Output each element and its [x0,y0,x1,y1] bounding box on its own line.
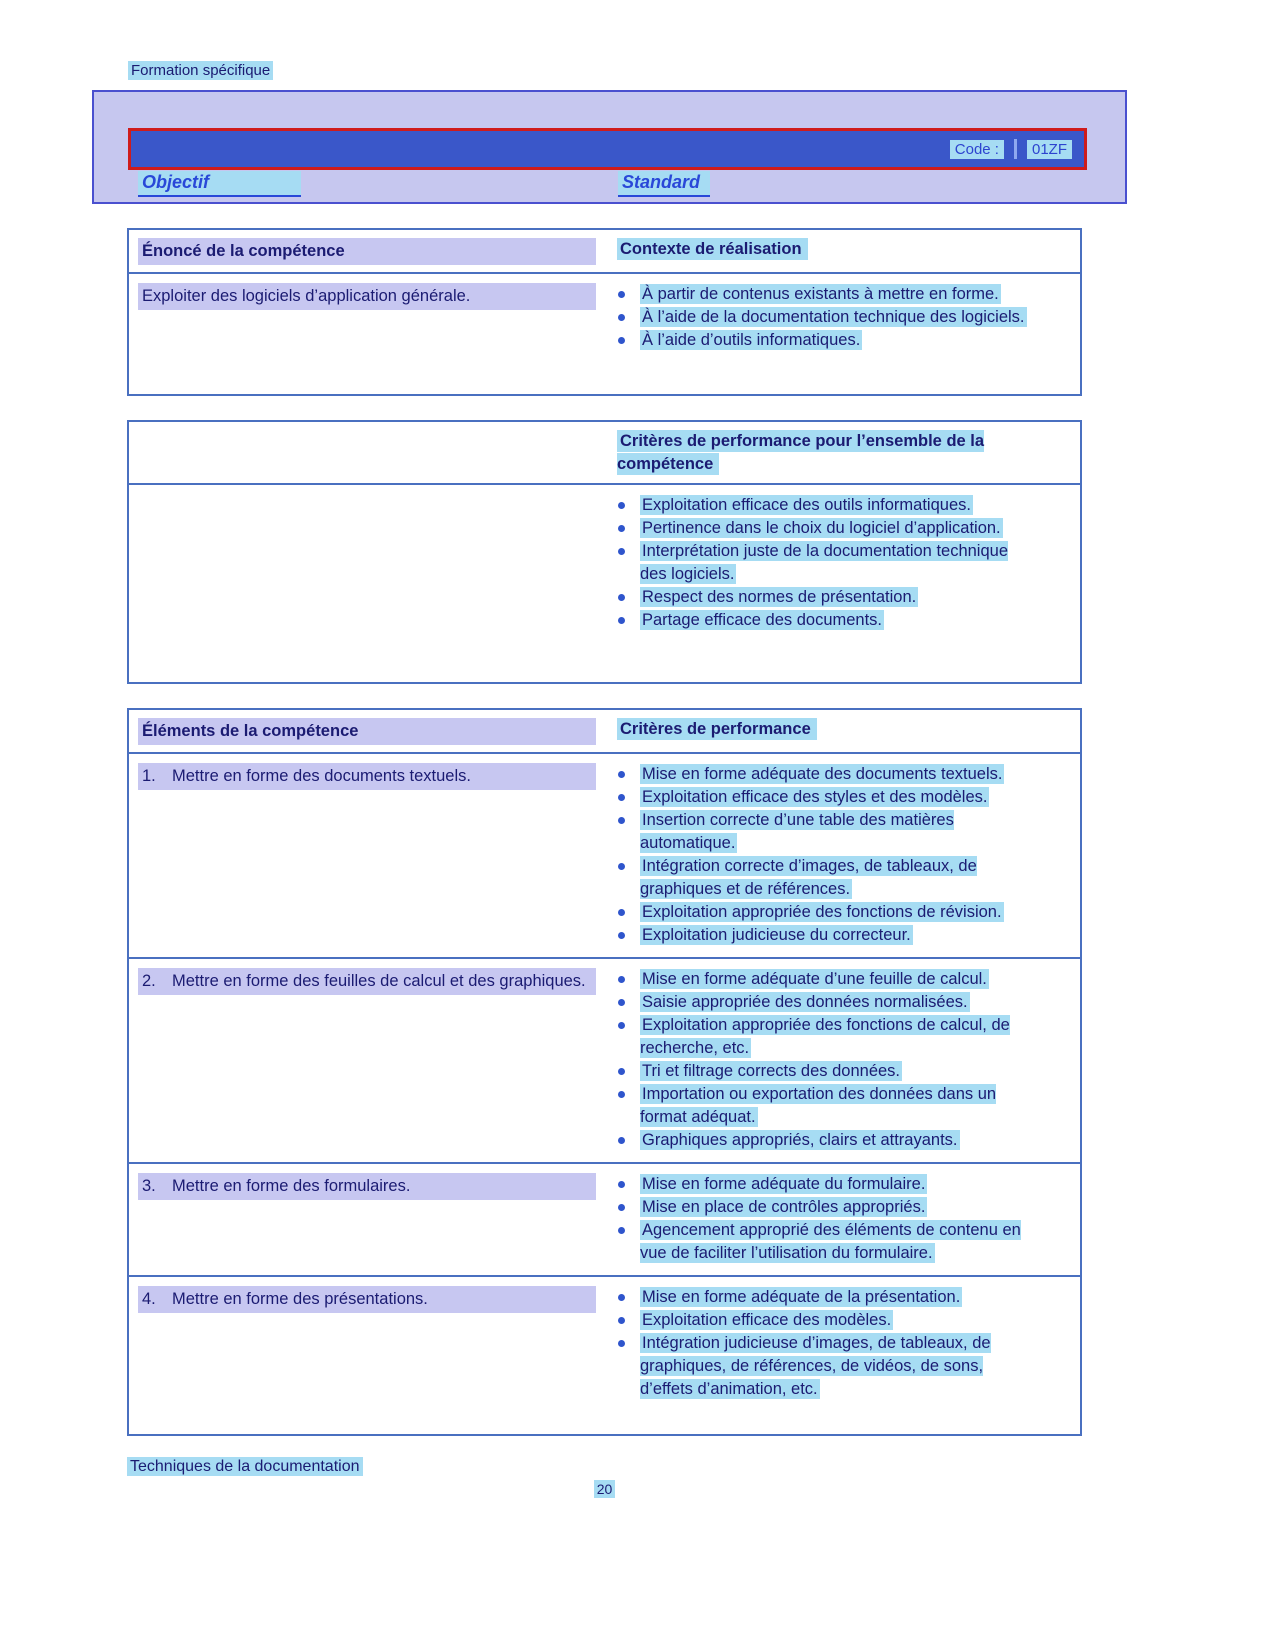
divider [1014,139,1017,159]
bullet-item [617,1014,1060,1060]
bullet-item [617,540,1060,586]
bullet-item [617,1173,1060,1196]
bullet-text: Mise en forme adéquate de la présentation. [642,1288,961,1306]
row-cell-left [129,283,600,352]
col-header-contexte: Contexte de réalisation [617,238,808,260]
criteria-table-header [129,422,1080,485]
bullet-item [617,1083,1060,1129]
bullet-icon [618,817,625,824]
context-list [617,283,1060,352]
header-cell-right [600,430,1080,476]
section-label-text: Formation spécifique [128,61,273,80]
row-cell-right [600,283,1080,352]
elements-table-header [129,710,1080,754]
bullet-icon [618,1340,625,1347]
row-number: 2. [142,972,156,990]
bullet-icon [618,1294,625,1301]
bullet-text: Exploitation efficace des outils informatiques. [642,496,971,514]
row-number: 4. [142,1290,156,1308]
bullet-icon [618,617,625,624]
bullet-item [617,809,1060,855]
table-row [129,957,1080,1162]
header-cell-right [600,238,1080,265]
bullet-item [617,991,1060,1014]
bullet-icon [618,337,625,344]
bullet-text: Tri et filtrage corrects des données. [642,1062,901,1080]
bullet-item [617,901,1060,924]
row-cell-right [600,494,1080,632]
bullet-text: Partage efficace des documents. [642,611,883,629]
bullet-item [617,1060,1060,1083]
bullet-text: Mise en forme adéquate d’une feuille de calcul. [642,970,987,988]
criteria-list [617,968,1060,1152]
bullet-icon [618,314,625,321]
bullet-text: Interprétation juste de la documentation technique des logiciels. [640,542,1008,583]
bullet-text: Mise en forme adéquate des documents textuels. [642,765,1003,783]
bullet-item [617,763,1060,786]
elements-table [127,708,1082,1436]
bullet-text: Importation ou exportation des données dans un format adéquat. [640,1085,997,1126]
row-title [138,283,596,310]
bullet-item [617,1219,1060,1265]
bullet-item [617,968,1060,991]
bullet-item [617,1129,1060,1152]
bullet-icon [618,1204,625,1211]
col-header-elements: Éléments de la compétence [138,718,596,745]
page-number-text: 20 [594,1480,616,1498]
standard-heading: Standard [618,171,710,197]
row-cell-right [600,1286,1080,1401]
objectif-heading: Objectif [138,171,301,197]
table-row [129,274,1080,362]
bullet-item [617,1309,1060,1332]
criteria-table [127,420,1082,684]
bullet-text: Exploitation efficace des styles et des modèles. [642,788,988,806]
header-cell-left [129,718,600,745]
bullet-icon [618,525,625,532]
bullet-icon [618,1181,625,1188]
bullet-icon [618,548,625,555]
bullet-text: Agencement approprié des éléments de contenu en vue de faciliter l’utilisation du formulaire. [640,1221,1021,1262]
bullet-item [617,586,1060,609]
bullet-text: Exploitation judicieuse du correcteur. [642,926,911,944]
bullet-text: À partir de contenus existants à mettre en forme. [642,285,999,303]
competency-table-header [129,230,1080,274]
row-title [138,968,596,995]
row-cell-left [129,1173,600,1265]
bullet-item [617,494,1060,517]
row-title-text: Mettre en forme des documents textuels. [172,767,471,785]
row-cell-left-empty [129,494,600,632]
col-header-enonce: Énoncé de la compétence [138,238,596,265]
bullet-icon [618,932,625,939]
table-row [129,754,1080,957]
bullet-item [617,1332,1060,1401]
row-cell-right [600,763,1080,947]
code-bar [128,128,1087,170]
bullet-item [617,306,1060,329]
header-cell-left-empty [129,430,600,476]
bullet-icon [618,1317,625,1324]
bullet-icon [618,502,625,509]
bullet-item [617,329,1060,352]
bullet-icon [618,1068,625,1075]
bullet-icon [618,863,625,870]
bullet-icon [618,976,625,983]
header-cell-left [129,238,600,265]
bullet-item [617,609,1060,632]
section-label [128,62,273,79]
criteria-list [617,763,1060,947]
bullet-icon [618,594,625,601]
criteria-list [617,494,1060,632]
bullet-item [617,855,1060,901]
row-title-text: Mettre en forme des formulaires. [172,1177,411,1195]
col-header-criteres-ensemble: Critères de performance pour l’ensemble de la compétence [617,432,985,473]
header-cell-right [600,718,1080,745]
bullet-item [617,517,1060,540]
bullet-text: Respect des normes de présentation. [642,588,917,606]
row-number: 1. [142,767,156,785]
title-banner [92,90,1127,204]
bullet-item [617,924,1060,947]
bullet-text: Insertion correcte d’une table des matières automatique. [640,811,954,852]
row-title [138,1286,596,1313]
bullet-icon [618,1091,625,1098]
bullet-item [617,1286,1060,1309]
bullet-text: Mise en place de contrôles appropriés. [642,1198,926,1216]
row-number: 3. [142,1177,156,1195]
row-title [138,1173,596,1200]
row-title-text: Mettre en forme des feuilles de calcul et des graphiques. [172,972,586,990]
code-label: Code : [950,140,1004,159]
bullet-text: Exploitation efficace des modèles. [642,1311,892,1329]
page-number [127,1481,1082,1497]
bullet-text: Intégration correcte d’images, de tableaux, de graphiques et de références. [640,857,977,898]
table-row [129,1162,1080,1275]
bullet-icon [618,291,625,298]
bullet-icon [618,909,625,916]
bullet-text: Exploitation appropriée des fonctions de calcul, de recherche, etc. [640,1016,1010,1057]
bullet-text: Intégration judicieuse d’images, de tableaux, de graphiques, de références, de vidéos, de sons, d’effets d’animation, etc. [640,1334,991,1398]
bullet-text: Saisie appropriée des données normalisées. [642,993,968,1011]
bullet-text: Exploitation appropriée des fonctions de révision. [642,903,1002,921]
bullet-item [617,786,1060,809]
footer-label-text: Techniques de la documentation [127,1457,363,1476]
bullet-icon [618,1227,625,1234]
bullet-icon [618,1022,625,1029]
row-cell-right [600,1173,1080,1265]
bullet-icon [618,771,625,778]
row-cell-left [129,1286,600,1401]
bullet-text: Mise en forme adéquate du formulaire. [642,1175,926,1193]
row-cell-left [129,763,600,947]
code-value: 01ZF [1027,140,1072,159]
row-cell-left [129,968,600,1152]
criteria-list [617,1173,1060,1265]
bullet-icon [618,999,625,1006]
bullet-icon [618,1137,625,1144]
row-title [138,763,596,790]
bullet-text: Pertinence dans le choix du logiciel d’application. [642,519,1001,537]
bullet-text: À l’aide d’outils informatiques. [642,331,861,349]
row-title-text: Mettre en forme des présentations. [172,1290,428,1308]
criteria-list [617,1286,1060,1401]
bullet-item [617,1196,1060,1219]
bullet-icon [618,794,625,801]
table-row [129,1275,1080,1411]
bullet-item [617,283,1060,306]
row-title-text: Exploiter des logiciels d’application générale. [142,287,471,305]
footer-label [127,1458,363,1476]
competency-table [127,228,1082,396]
row-cell-right [600,968,1080,1152]
bullet-text: Graphiques appropriés, clairs et attrayants. [642,1131,958,1149]
table-row [129,485,1080,642]
col-header-criteres: Critères de performance [617,718,817,740]
bullet-text: À l’aide de la documentation technique des logiciels. [642,308,1025,326]
